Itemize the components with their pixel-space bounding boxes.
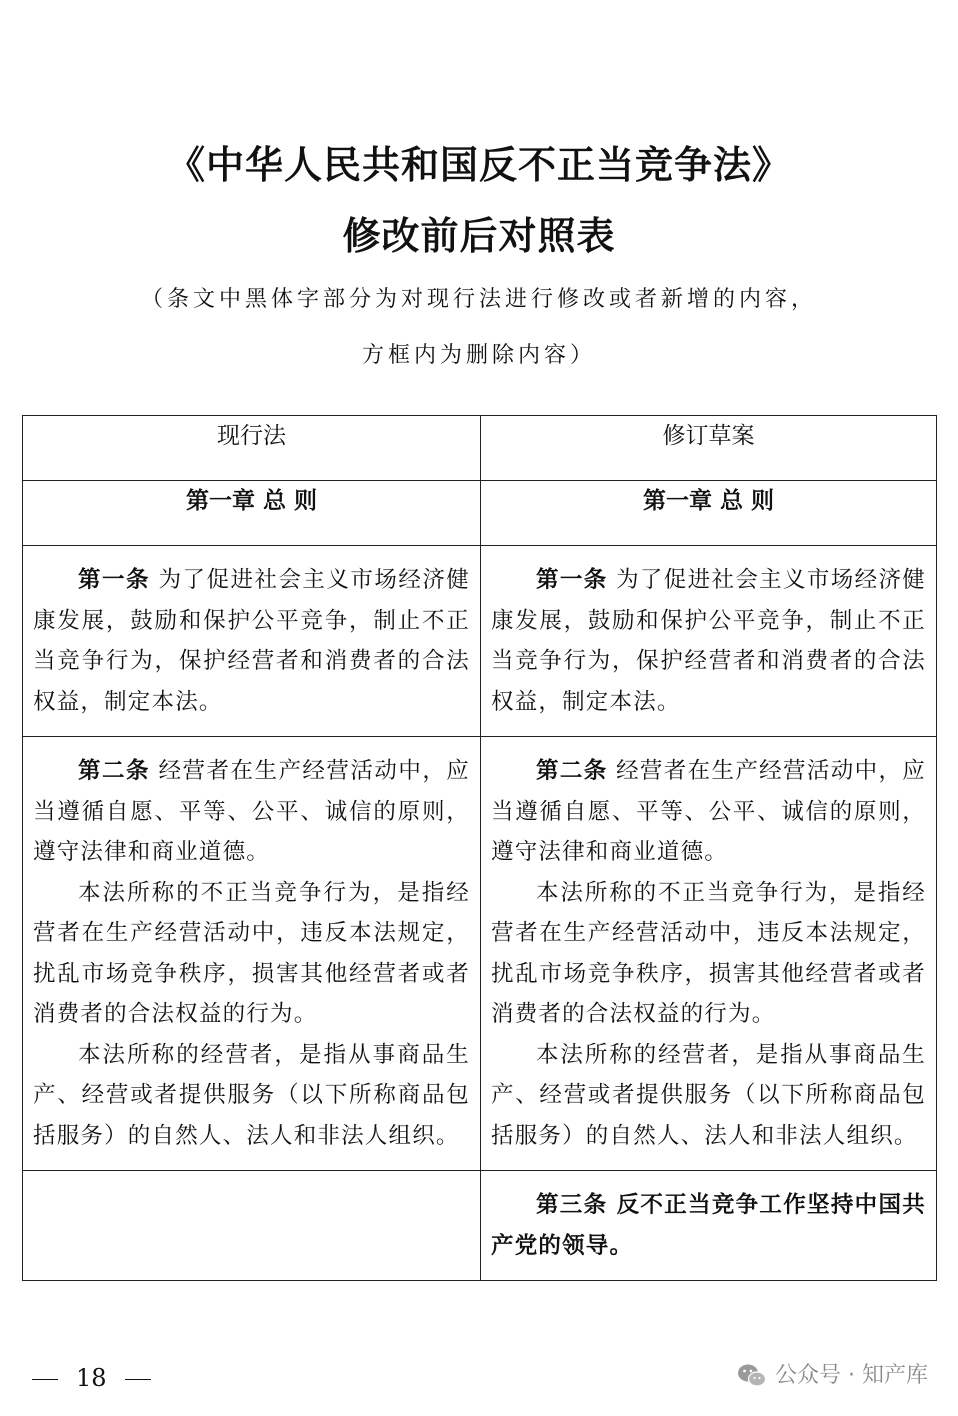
article-2-current-p1	[33, 751, 470, 873]
article-text: 为了促进社会主义市场经济健康发展，鼓励和保护公平竞争，制止不正当竞争行为，保护经营者和消费者的合法权益，制定本法。	[33, 567, 470, 715]
article-1-current-cell	[23, 546, 481, 737]
article-label: 第三条	[536, 1192, 608, 1218]
article-text: 经营者在生产经营活动中，应当遵循自愿、平等、公平、诚信的原则，遵守法律和商业道德。	[491, 758, 926, 865]
chapter-row	[23, 481, 937, 546]
article-1-current	[33, 560, 470, 722]
wechat-icon	[737, 1363, 767, 1389]
chapter-heading-draft: 第一章 总 则	[481, 481, 937, 546]
article-3-row	[23, 1171, 937, 1281]
article-2-current-p2: 本法所称的不正当竞争行为，是指经营者在生产经营活动中，违反本法规定，扰乱市场竞争秩序，损害其他经营者或者消费者的合法权益的行为。	[33, 879, 470, 1027]
article-label: 第一条	[78, 567, 150, 593]
watermark-text: 公众号 · 知产库	[775, 1363, 928, 1388]
document-subtitle: 修改前后对照表	[342, 214, 616, 258]
article-2-draft-cell	[481, 737, 937, 1171]
article-3-draft-cell	[481, 1171, 937, 1281]
article-1-row	[23, 546, 937, 737]
article-label: 第一条	[536, 567, 608, 593]
article-1-draft	[491, 560, 926, 722]
article-2-current-cell	[23, 737, 481, 1171]
article-text: 反不正当竞争工作坚持中国共产党的领导。	[491, 1192, 926, 1259]
page-number-dash-left	[32, 1379, 58, 1380]
chapter-heading-current: 第一章 总 则	[23, 481, 481, 546]
article-label: 第二条	[78, 758, 150, 784]
column-header-current-law: 现行法	[23, 416, 481, 481]
document-title: 《中华人民共和国反不正当竞争法》	[166, 143, 791, 187]
article-2-row	[23, 737, 937, 1171]
article-2-draft-p1	[491, 751, 926, 873]
page-number	[32, 1366, 151, 1390]
page-number-value: 18	[76, 1364, 107, 1392]
legend-note-line1: （条文中黑体字部分为对现行法进行修改或者新增的内容，	[140, 287, 817, 312]
article-2-draft-p3: 本法所称的经营者，是指从事商品生产、经营或者提供服务（以下所称商品包括服务）的自然人、法人和非法人组织。	[491, 1041, 926, 1149]
article-text: 经营者在生产经营活动中，应当遵循自愿、平等、公平、诚信的原则，遵守法律和商业道德。	[33, 758, 470, 865]
article-2-draft-p2: 本法所称的不正当竞争行为，是指经营者在生产经营活动中，违反本法规定，扰乱市场竞争秩序，损害其他经营者或者消费者的合法权益的行为。	[491, 879, 926, 1027]
page-number-dash-right	[125, 1379, 151, 1380]
article-text: 为了促进社会主义市场经济健康发展，鼓励和保护公平竞争，制止不正当竞争行为，保护经营者和消费者的合法权益，制定本法。	[491, 567, 926, 715]
article-label: 第二条	[536, 758, 608, 784]
article-3-draft	[491, 1185, 926, 1266]
watermark	[737, 1363, 928, 1389]
comparison-table	[22, 415, 937, 1281]
legend-note-line2: 方框内为删除内容）	[361, 343, 596, 368]
table-header-row	[23, 416, 937, 481]
article-2-current-p3: 本法所称的经营者，是指从事商品生产、经营或者提供服务（以下所称商品包括服务）的自然人、法人和非法人组织。	[33, 1041, 470, 1149]
column-header-draft: 修订草案	[481, 416, 937, 481]
article-3-current-cell-empty	[23, 1171, 481, 1281]
article-1-draft-cell	[481, 546, 937, 737]
